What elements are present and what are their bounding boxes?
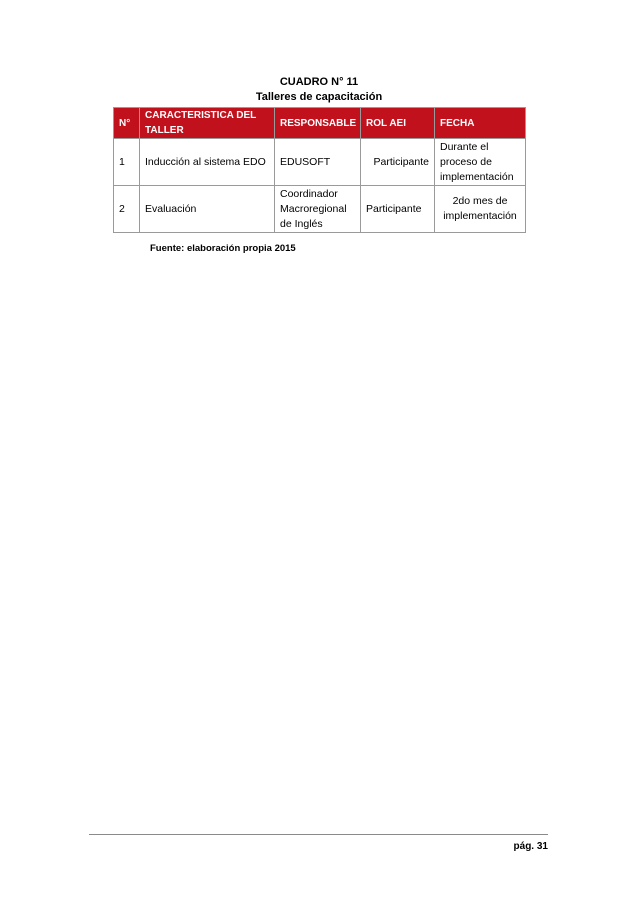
cell-date: Durante el proceso de implementación xyxy=(435,139,526,186)
cell-number: 2 xyxy=(114,186,140,233)
header-characteristic: CARACTERISTICA DEL TALLER xyxy=(140,108,275,139)
page-number: pág. 31 xyxy=(513,841,548,852)
table-caption-subtitle: Talleres de capacitación xyxy=(255,91,383,103)
header-role: ROL AEI xyxy=(361,108,435,139)
cell-responsible: EDUSOFT xyxy=(275,139,361,186)
cell-date: 2do mes de implementación xyxy=(435,186,526,233)
cell-role: Participante xyxy=(361,186,435,233)
source-note: Fuente: elaboración propia 2015 xyxy=(150,243,296,254)
cell-responsible: Coordinador Macroregional de Inglés xyxy=(275,186,361,233)
workshops-table xyxy=(113,107,526,233)
cell-number: 1 xyxy=(114,139,140,186)
table-row xyxy=(114,139,526,186)
table-row xyxy=(114,186,526,233)
header-responsible: RESPONSABLE xyxy=(275,108,361,139)
table-header-row xyxy=(114,108,526,139)
header-date: FECHA xyxy=(435,108,526,139)
cell-role: Participante xyxy=(361,139,435,186)
cell-characteristic: Evaluación xyxy=(140,186,275,233)
footer-divider xyxy=(89,834,548,835)
header-number: N° xyxy=(114,108,140,139)
cell-characteristic: Inducción al sistema EDO xyxy=(140,139,275,186)
table-caption-title: CUADRO N° 11 xyxy=(279,76,359,88)
